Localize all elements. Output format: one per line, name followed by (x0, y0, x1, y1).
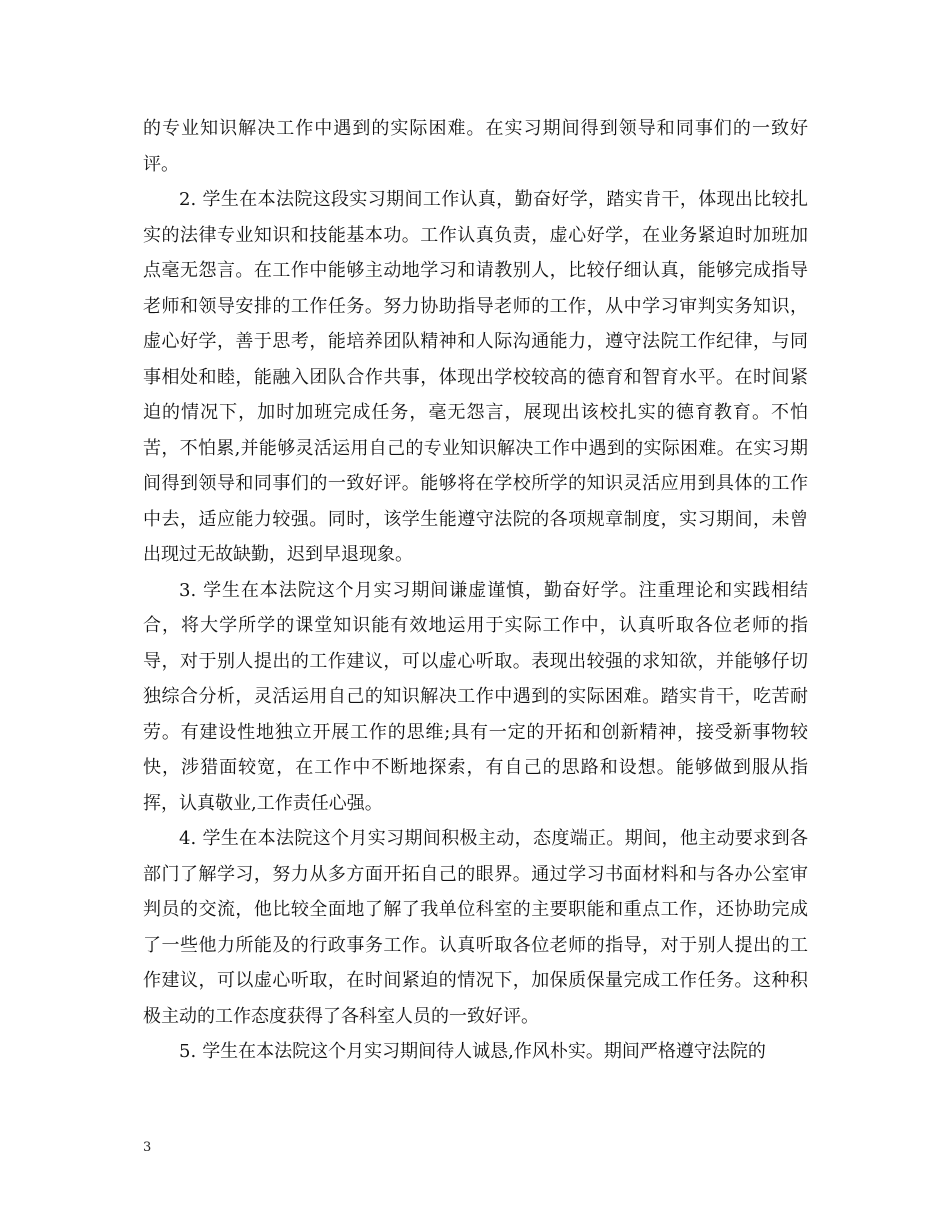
paragraph-text: 学生在本法院这段实习期间工作认真，勤奋好学，踏实肯干，体现出比较扎实的法律专业知识和技能基本功。工作认真负责，虚心好学，在业务紧迫时加班加点毫无怨言。在工作中能够主动地学习和请教别人，比较仔细认真，能够完成指导老师和领导安排的工作任务。努力协助指导老师的工作，从中学习审判实务知识，虚心好学，善于思考，能培养团队精神和人际沟通能力，遵守法院工作纪律，与同事相处和睦，能融入团队合作共事，体现出学校较高的德育和智育水平。在时间紧迫的情况下，加时加班完成任务，毫无怨言，展现出该校扎实的德育教育。不怕苦，不怕累,并能够灵活运用自己的专业知识解决工作中遇到的实际困难。在实习期间得到领导和同事们的一致好评。能够将在学校所学的知识灵活应用到具体的工作中去，适应能力较强。同时，该学生能遵守法院的各项规章制度，实习期间，未曾出现过无故缺勤，迟到早退现象。 (143, 189, 808, 565)
page-number: 3 (143, 1140, 152, 1155)
paragraph-number: 3. (179, 579, 197, 601)
paragraph-item-5 (143, 1034, 808, 1070)
paragraph-item-2 (143, 182, 808, 573)
paragraph-item-3 (143, 573, 808, 822)
paragraph-text: 学生在本法院这个月实习期间积极主动，态度端正。期间，他主动要求到各部门了解学习，努力从多方面开拓自己的眼界。通过学习书面材料和与各办公室审判员的交流，他比较全面地了解了我单位科室的主要职能和重点工作，还协助完成了一些他力所能及的行政事务工作。认真听取各位老师的指导，对于别人提出的工作建议，可以虚心听取，在时间紧迫的情况下，加保质保量完成工作任务。这种积极主动的工作态度获得了各科室人员的一致好评。 (143, 828, 808, 1027)
document-body (143, 111, 808, 1070)
paragraph-item-4 (143, 821, 808, 1034)
paragraph-text: 的专业知识解决工作中遇到的实际困难。在实习期间得到领导和同事们的一致好评。 (143, 118, 808, 175)
paragraph-number: 4. (179, 828, 197, 849)
paragraph-number: 2. (179, 189, 197, 210)
paragraph-number: 5. (179, 1041, 197, 1062)
paragraph-text: 学生在本法院这个月实习期间待人诚恳,作风朴实。期间严格遵守法院的 (202, 1041, 766, 1062)
paragraph-continuation (143, 111, 808, 182)
paragraph-text: 学生在本法院这个月实习期间谦虚谨慎，勤奋好学。注重理论和实践相结合，将大学所学的课堂知识能有效地运用于实际工作中，认真听取各位老师的指导，对于别人提出的工作建议，可以虚心听取。表现出较强的求知欲，并能够仔切独综合分析，灵活运用自己的知识解决工作中遇到的实际困难。踏实肯干，吃苦耐劳。有建设性地独立开展工作的思维;具有一定的开拓和创新精神，接受新事物较快，涉猎面较宽，在工作中不断地探索，有自己的思路和设想。能够做到服从指挥，认真敬业,工作责任心强。 (143, 579, 808, 814)
